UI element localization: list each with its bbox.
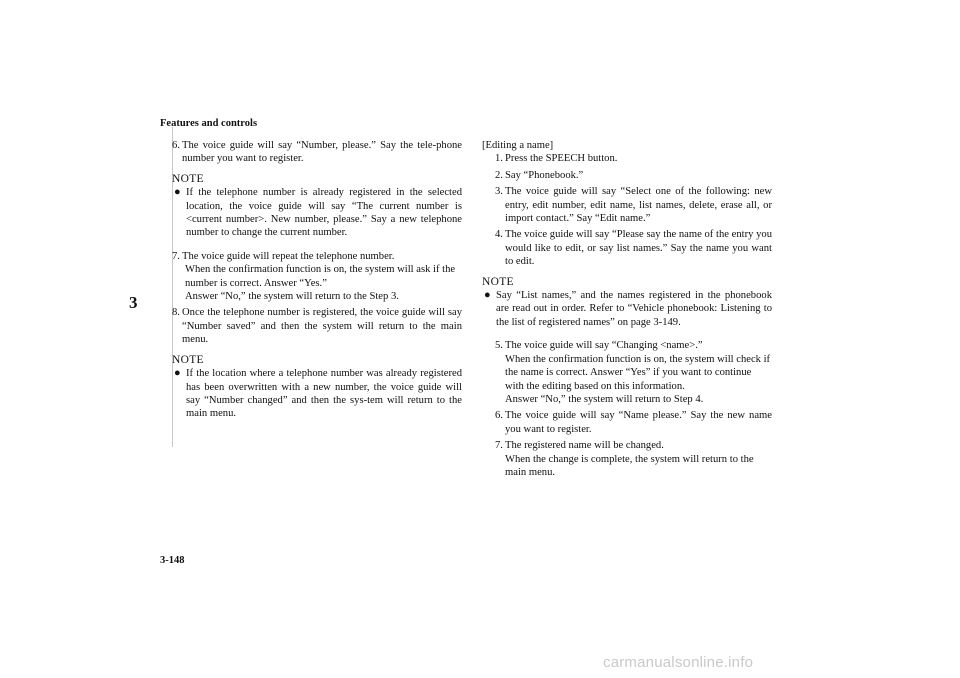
chapter-number: 3: [129, 293, 138, 312]
note-label: NOTE: [172, 353, 204, 366]
note-bullet: [482, 289, 772, 329]
step-detail: Answer “No,” the system will return to the Step 3.: [185, 291, 399, 303]
left-step-7: [172, 250, 462, 263]
chapter-tab-divider: [148, 127, 173, 447]
step-number: 4.: [495, 229, 503, 241]
step-text: The registered name will be changed.: [505, 440, 664, 452]
note-bullet: [172, 186, 462, 240]
step-text: Once the telephone number is registered, the voice guide will say “Number saved” and then the system will return to the main menu.: [182, 307, 462, 346]
step-detail: Answer “No,” the system will return to Step 4.: [505, 393, 704, 405]
left-column: [172, 139, 462, 421]
right-step-3: [482, 185, 772, 225]
right-column: [482, 139, 772, 479]
step-detail: When the change is complete, the system will return to the main menu.: [505, 453, 754, 478]
bullet-dot-icon: ●: [484, 289, 491, 302]
step-number: 6.: [495, 410, 503, 422]
left-step-6: [172, 139, 462, 166]
note-bullet: [172, 367, 462, 421]
right-step-5: [482, 339, 772, 352]
step-text: Press the SPEECH button.: [505, 153, 618, 165]
note-label: NOTE: [172, 172, 204, 185]
step-detail: When the confirmation function is on, the system will check if the name is correct. Answer “Yes” if you want to continue with the editing based on this information.: [505, 353, 771, 392]
right-step-1: [482, 152, 772, 165]
step-text: The voice guide will say “Name please.” Say the new name you want to register.: [505, 410, 772, 435]
step-number: 3.: [495, 186, 503, 198]
note-text: If the telephone number is already registered in the selected location, the voice guide will say “The current number is <current number>. New number, please.” Say a new telephone number to change the current number.: [186, 187, 462, 239]
step-number: 6.: [172, 140, 180, 151]
right-step-2: [482, 169, 772, 182]
step-detail: When the confirmation function is on, the system will ask if the number is correct. Answer “Yes.”: [185, 264, 456, 289]
step-text: The voice guide will say “Changing <name>.”: [505, 340, 703, 352]
step-text: The voice guide will repeat the telephone number.: [182, 250, 395, 262]
step-text: The voice guide will say “Number, please.” Say the tele-phone number you want to register.: [182, 140, 462, 165]
bullet-dot-icon: ●: [174, 367, 181, 380]
step-number: 1.: [495, 153, 503, 165]
step-number: 2.: [495, 169, 503, 181]
step-number: 7.: [495, 440, 503, 452]
note-text: Say “List names,” and the names registered in the phonebook are read out in order. Refer to “Vehicle phonebook: Listening to the list of registered names” on page 3-149.: [496, 290, 772, 328]
page-number: 3-148: [160, 555, 185, 566]
right-step-6: [482, 409, 772, 436]
note-text: If the location where a telephone number was already registered has been overwritten with a new number, the voice guide will say “Number changed” and then the sys-tem will return to the main menu.: [186, 368, 462, 420]
left-step-8: [172, 306, 462, 346]
subsection-title: [Editing a name]: [482, 140, 554, 151]
step-number: 5.: [495, 340, 503, 352]
right-step-7: [482, 439, 772, 452]
right-step-4: [482, 228, 772, 268]
watermark: carmanualsonline.info: [603, 654, 754, 671]
step-text: The voice guide will say “Please say the name of the entry you would like to edit, or say list names.” Say the name you want to edit.: [505, 229, 772, 268]
bullet-dot-icon: ●: [174, 186, 181, 199]
step-text: The voice guide will say “Select one of the following: new entry, edit number, edit name, list names, delete, erase all, or import contact.” Say “Edit name.”: [505, 186, 772, 225]
step-number: 7.: [172, 250, 180, 262]
section-header: Features and controls: [160, 118, 258, 129]
step-number: 8.: [172, 307, 180, 319]
note-label: NOTE: [482, 275, 514, 288]
step-text: Say “Phonebook.”: [505, 169, 584, 181]
